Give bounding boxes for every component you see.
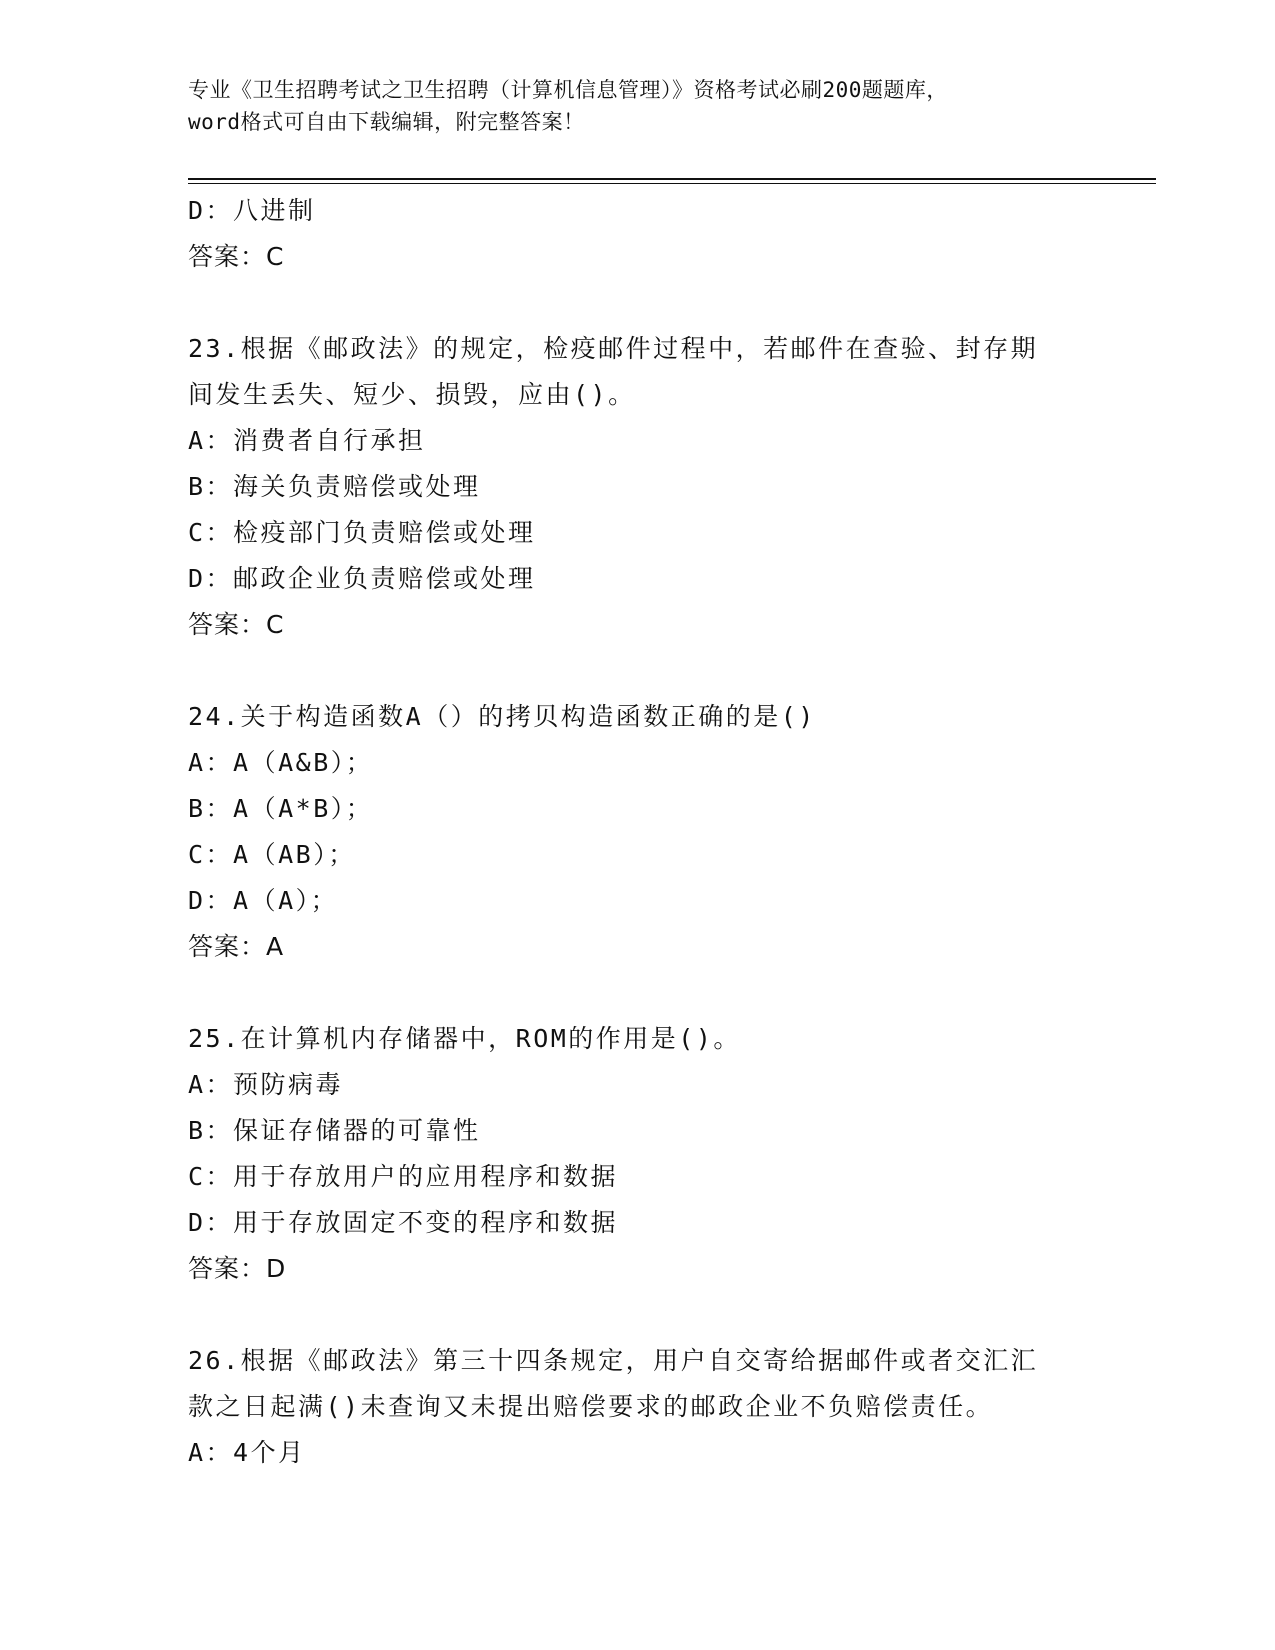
header-divider-thick (188, 178, 1156, 180)
header-title-line-2: word格式可自由下载编辑，附完整答案！ (188, 110, 585, 134)
question-23 (188, 326, 1148, 648)
option-b: B：海关负责赔偿或处理 (188, 472, 481, 501)
option-c: C：用于存放用户的应用程序和数据 (188, 1162, 619, 1191)
question-26 (188, 1338, 1148, 1476)
question-stem: 24.关于构造函数A（）的拷贝构造函数正确的是() (188, 702, 816, 731)
option-b: B：保证存储器的可靠性 (188, 1116, 481, 1145)
question-stem: 23.根据《邮政法》的规定，检疫邮件过程中，若邮件在查验、封存期 (188, 334, 1039, 363)
header-title-line-1: 专业《卫生招聘考试之卫生招聘（计算机信息管理）》资格考试必刷200题题库， (188, 78, 948, 102)
spacer (188, 280, 1148, 326)
option-d: D：用于存放固定不变的程序和数据 (188, 1208, 619, 1237)
option-d: D：八进制 (188, 196, 316, 225)
option-c: C：检疫部门负责赔偿或处理 (188, 518, 536, 547)
question-stem-continued: 间发生丢失、短少、损毁，应由()。 (188, 380, 636, 409)
question-stem: 25.在计算机内存储器中，ROM的作用是()。 (188, 1024, 741, 1053)
option-b: B：A（A*B）； (188, 794, 374, 823)
spacer (188, 648, 1148, 694)
question-22-tail (188, 188, 1148, 280)
option-a: A：预防病毒 (188, 1070, 344, 1099)
answer-line: 答案：D (188, 1254, 287, 1283)
spacer (188, 1292, 1148, 1338)
question-24 (188, 694, 1148, 970)
header-divider-thin (188, 183, 1156, 184)
question-stem-continued: 款之日起满()未查询又未提出赔偿要求的邮政企业不负赔偿责任。 (188, 1392, 994, 1421)
answer-line: 答案：C (188, 610, 285, 639)
document-header (188, 74, 1088, 138)
option-d: D：邮政企业负责赔偿或处理 (188, 564, 536, 593)
question-stem: 26.根据《邮政法》第三十四条规定，用户自交寄给据邮件或者交汇汇 (188, 1346, 1039, 1375)
option-d: D：A（A）； (188, 886, 339, 915)
answer-line: 答案：C (188, 242, 285, 271)
question-list (188, 188, 1148, 1476)
option-a: A：4个月 (188, 1438, 306, 1467)
question-25 (188, 1016, 1148, 1292)
spacer (188, 970, 1148, 1016)
option-c: C：A（AB）； (188, 840, 356, 869)
option-a: A：A（A&B）； (188, 748, 374, 777)
option-a: A：消费者自行承担 (188, 426, 426, 455)
answer-line: 答案：A (188, 932, 285, 961)
